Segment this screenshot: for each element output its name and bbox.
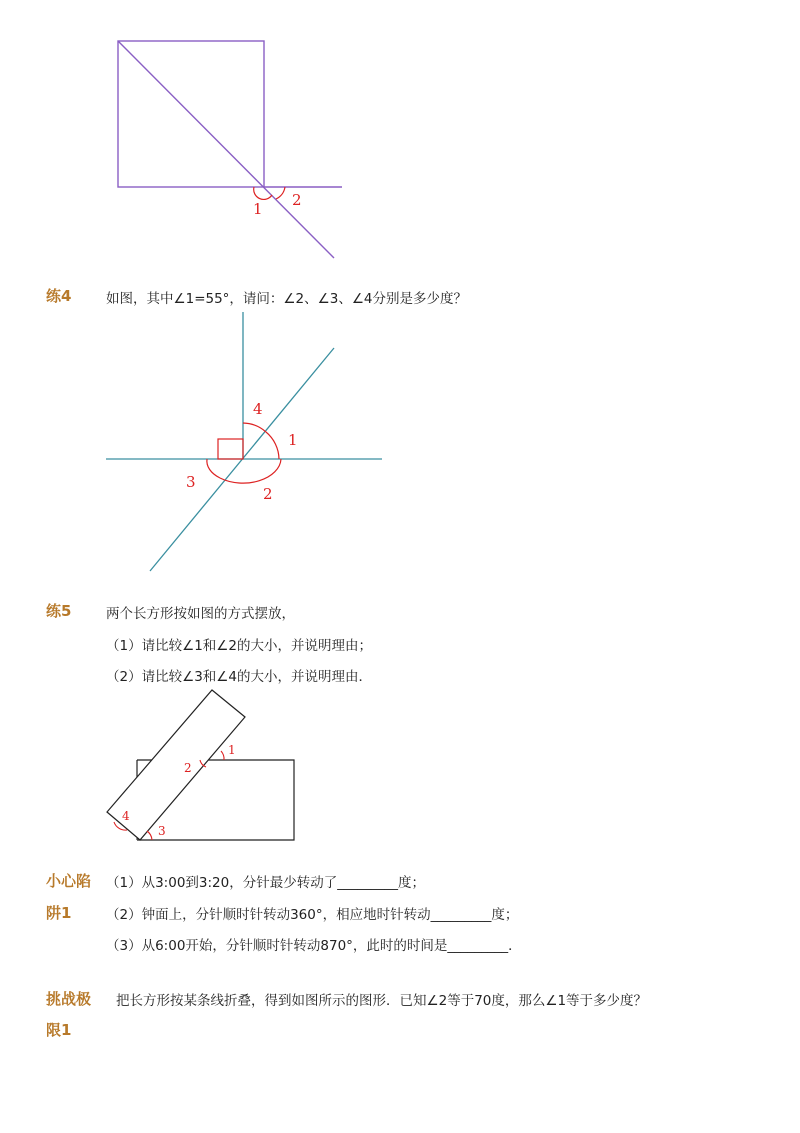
challenge-1-label-line2: 限1	[46, 1021, 72, 1039]
exercise-5-q2: （2）请比较∠3和∠4的大小，并说明理由．	[106, 669, 372, 685]
angle-3-arc	[147, 831, 152, 840]
challenge-1-question: 把长方形按某条线折叠，得到如图所示的图形．已知∠2等于70度，那么∠1等于多少度？	[116, 993, 648, 1009]
angle-1-arc	[221, 751, 224, 760]
angle-4-label: 4	[253, 400, 263, 418]
challenge-1-label-line1: 挑战极	[46, 990, 92, 1008]
trap-1-label-line2: 阱1	[46, 904, 72, 922]
angle-1-label: 1	[288, 431, 298, 449]
angle-2-label: 2	[292, 191, 302, 209]
exercise-5-q1: （1）请比较∠1和∠2的大小，并说明理由；	[106, 638, 372, 654]
exercise-4-label: 练4	[46, 287, 72, 305]
angle-3-label: 3	[158, 824, 166, 838]
exercise-5-label: 练5	[46, 602, 72, 620]
trap-1-q1: （1）从3:00到3:20，分针最少转动了_________度；	[106, 875, 425, 891]
angle-3-label: 3	[186, 473, 196, 491]
angle-1-label: 1	[253, 200, 263, 218]
exercise-4-question: 如图，其中∠1=55°，请问：∠2、∠3、∠4分别是多少度？	[106, 291, 468, 307]
angle-2-label: 2	[263, 485, 273, 503]
angle-4-label: 4	[122, 809, 130, 823]
exercise-5-intro: 两个长方形按如图的方式摆放，	[106, 606, 295, 622]
trap-1-q3: （3）从6:00开始，分针顺时针转动870°，此时的时间是_________．	[106, 938, 522, 954]
trap-1-label-line1: 小心陷	[46, 872, 92, 890]
angle-2-label: 2	[184, 761, 192, 775]
trap-1-q2: （2）钟面上，分针顺时针转动360°，相应地时针转动_________度；	[106, 907, 519, 923]
angle-1-label: 1	[228, 743, 236, 757]
